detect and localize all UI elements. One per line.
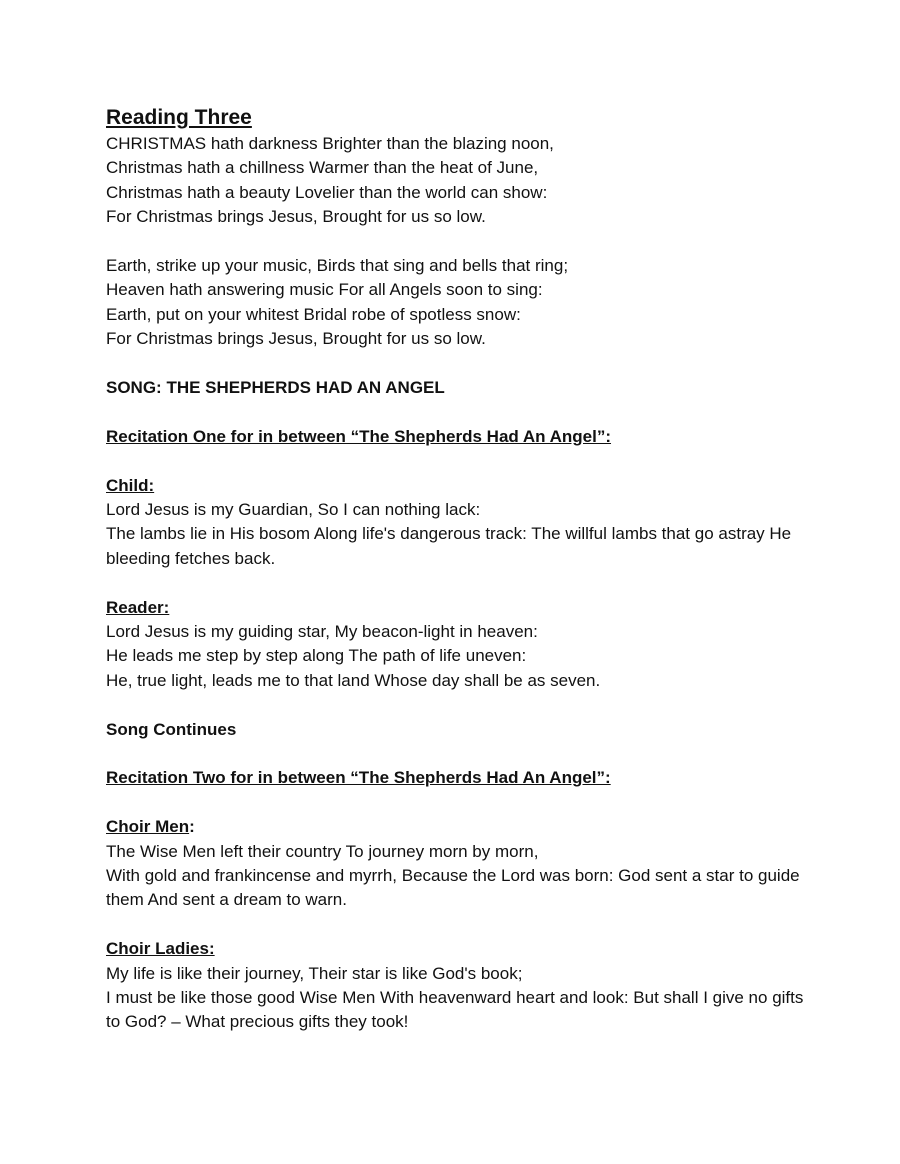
stanza-line: Heaven hath answering music For all Angels soon to sing: [106,280,543,300]
page-title: Reading Three [106,106,252,129]
spacer [106,693,806,717]
speaker-label-colon: : [189,817,195,837]
verse-line: Lord Jesus is my guiding star, My beacon-light in heaven: [106,622,538,642]
speaker-label-choir-men-text: Choir Men [106,817,190,837]
spacer [106,400,806,424]
stanza-line: Christmas hath a beauty Lovelier than the world can show: [106,182,548,202]
spacer [106,571,806,595]
verse-line: With gold and frankincense and myrrh, Because the Lord was born: God sent a star to guide them And sent a dream to warn. [106,866,800,910]
speaker-label-reader: Reader: [106,597,170,617]
recitation-two-heading: Recitation Two for in between “The Shepherds Had An Angel”: [106,768,611,788]
spacer [106,449,806,473]
song-heading: SONG: THE SHEPHERDS HAD AN ANGEL [106,378,445,398]
stanza-line: For Christmas brings Jesus, Brought for us so low. [106,329,486,349]
stanza-1 [106,132,806,230]
verse-line: The Wise Men left their country To journey morn by morn, [106,841,539,861]
speaker-label-choir-men [106,815,806,839]
speaker-label-child: Child: [106,475,155,495]
reader-section [106,596,806,694]
choir-men-section [106,815,806,913]
stanza-line: Earth, put on your whitest Bridal robe of spotless snow: [106,304,521,324]
stanza-line: Earth, strike up your music, Birds that sing and bells that ring; [106,256,569,276]
spacer [106,230,806,254]
stanza-line: CHRISTMAS hath darkness Brighter than the blazing noon, [106,134,554,153]
choir-ladies-section [106,937,806,1035]
recitation-one-heading: Recitation One for in between “The Shepherds Had An Angel”: [106,426,612,446]
song-continues: Song Continues [106,719,237,739]
spacer [106,352,806,376]
child-section [106,474,806,572]
spacer [106,791,806,815]
stanza-2 [106,254,806,352]
spacer [106,742,806,766]
verse-line: I must be like those good Wise Men With heavenward heart and look: But shall I give no gifts to God? – What precious gifts they took! [106,988,804,1032]
verse-line: He, true light, leads me to that land Whose day shall be as seven. [106,670,601,690]
verse-line: The lambs lie in His bosom Along life's dangerous track: The willful lambs that go astray He bleeding fetches back. [106,524,792,568]
spacer [106,913,806,937]
verse-line: My life is like their journey, Their star is like God's book; [106,963,523,983]
stanza-line: For Christmas brings Jesus, Brought for us so low. [106,207,486,227]
verse-line: Lord Jesus is my Guardian, So I can nothing lack: [106,500,481,520]
document-page [106,104,806,1035]
speaker-label-choir-ladies: Choir Ladies: [106,939,215,959]
verse-line: He leads me step by step along The path of life uneven: [106,646,527,666]
stanza-line: Christmas hath a chillness Warmer than the heat of June, [106,158,539,178]
